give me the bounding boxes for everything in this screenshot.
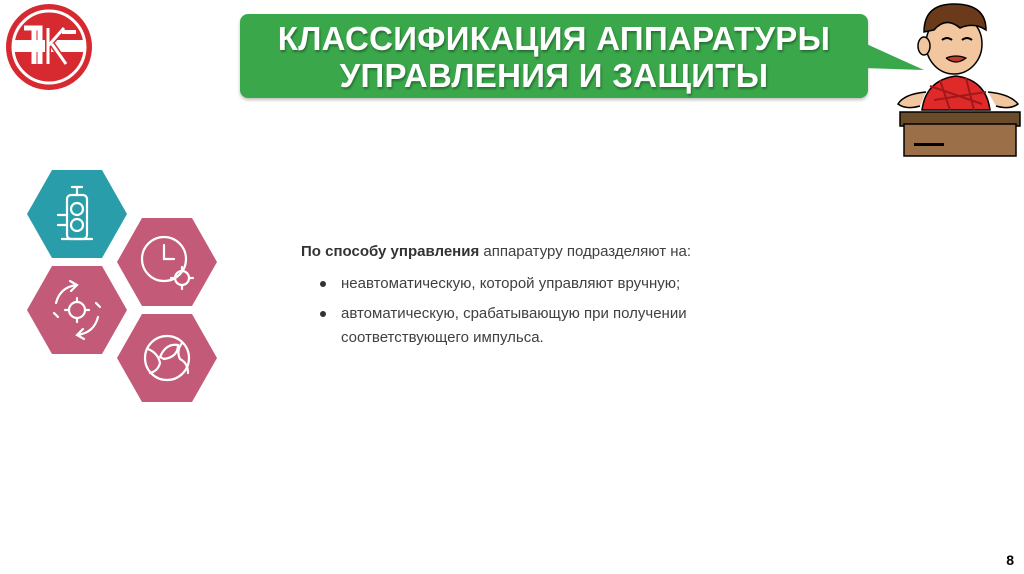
bullet-icon — [320, 281, 326, 287]
intro-rest: аппаратуру подразделяют на: — [479, 243, 692, 260]
page-title-line-1: КЛАССИФИКАЦИЯ АППАРАТУРЫ — [277, 20, 831, 57]
clock-gear-icon — [117, 218, 217, 306]
list-item — [301, 302, 771, 350]
list-item-text: неавтоматическую, которой управляют вручную; — [341, 275, 681, 292]
speaker-character-icon — [890, 0, 1024, 160]
page-number: 8 — [1006, 552, 1014, 568]
recycle-gear-icon — [27, 266, 127, 354]
bullet-icon — [320, 311, 326, 317]
page-title — [240, 20, 868, 94]
globe-leaf-icon — [117, 314, 217, 402]
intro-bold: По способу управления — [301, 243, 480, 260]
bullet-list — [301, 272, 771, 350]
logo-icon — [4, 2, 94, 92]
list-item-text: автоматическую, срабатывающую при получении соответствующего импульса. — [341, 305, 687, 346]
robot-arm-icon — [27, 170, 127, 258]
page-title-line-2: УПРАВЛЕНИЯ И ЗАЩИТЫ — [339, 57, 769, 94]
intro-text — [301, 242, 771, 262]
hexagon-icon-cluster — [22, 165, 232, 410]
content-block — [301, 242, 771, 356]
list-item — [301, 272, 771, 296]
title-banner — [240, 14, 868, 98]
